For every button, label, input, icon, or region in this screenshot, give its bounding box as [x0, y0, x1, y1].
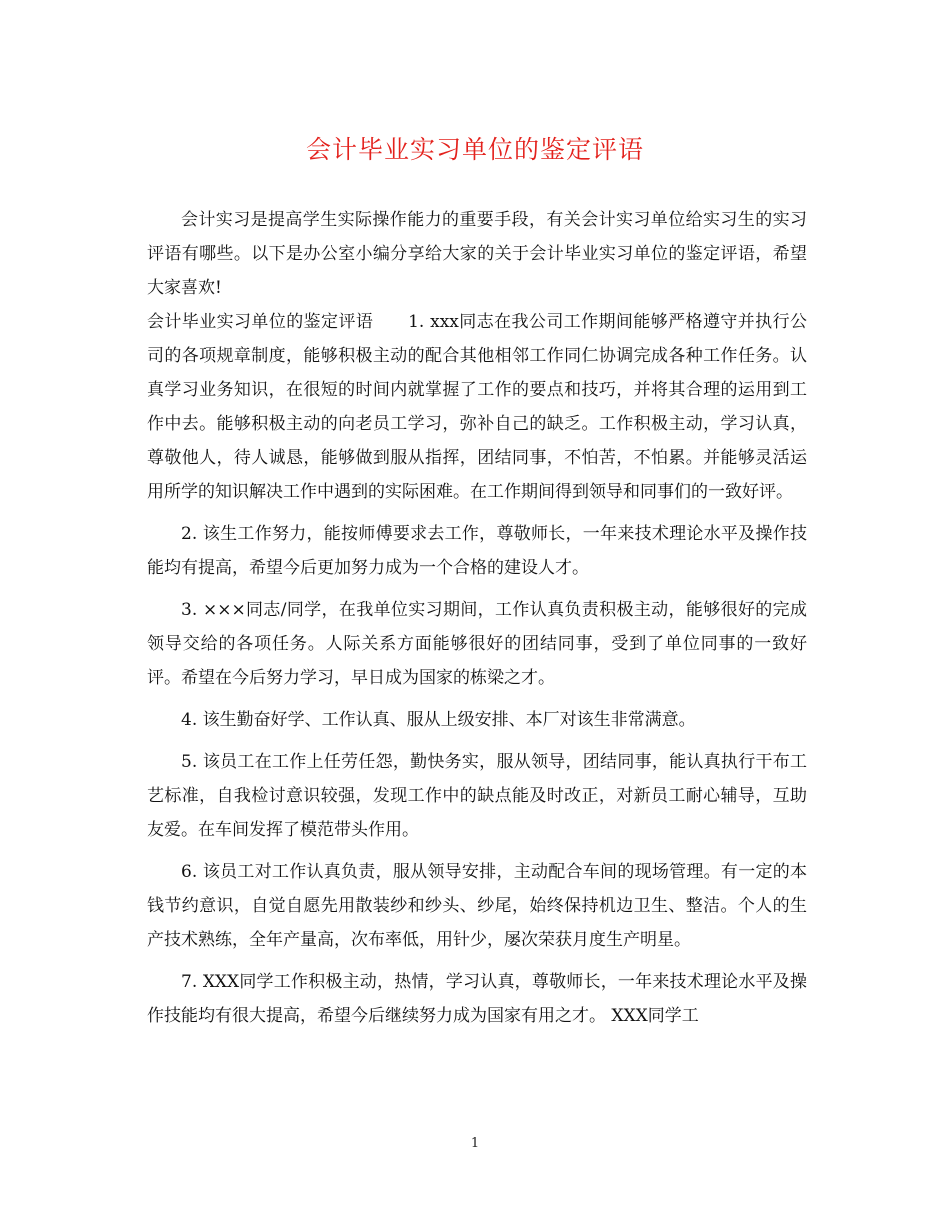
page-number: 1 [470, 1136, 480, 1151]
evaluation-item-4: 4. 该生勤奋好学、工作认真、服从上级安排、本厂对该生非常满意。 [181, 710, 696, 730]
evaluation-item-6: 6. 该员工对工作认真负责，服从领导安排，主动配合车间的现场管理。有一定的本钱节约意识，自觉自愿先用散装纱和纱头、纱尾，始终保持机边卫生、整洁。个人的生产技术熟练，全年产量高，次布率低，用针少，屡次荣获月度生产明星。 [147, 862, 807, 950]
evaluation-item-5: 5. 该员工在工作上任劳任怨，勤快务实，服从领导，团结同事，能认真执行干布工艺标准，自我检讨意识较强，发现工作中的缺点能及时改正，对新员工耐心辅导，互助友爱。在车间发挥了模范带头作用。 [147, 752, 807, 840]
evaluation-item-1: 会计毕业实习单位的鉴定评语 1. xxx同志在我公司工作期间能够严格遵守并执行公司的各项规章制度，能够积极主动的配合其他相邻工作同仁协调完成各种工作任务。认真学习业务知识，在很短的时间内就掌握了工作的要点和技巧，并将其合理的运用到工作中去。能够积极主动的向老员工学习，弥补自己的缺乏。工作积极主动，学习认真，尊敬他人，待人诚恳，能够做到服从指挥，团结同事，不怕苦，不怕累。并能够灵活运用所学的知识解决工作中遇到的实际困难。在工作期间得到领导和同事们的一致好评。 [147, 312, 807, 502]
evaluation-item-2: 2. 该生工作努力，能按师傅要求去工作，尊敬师长，一年来技术理论水平及操作技能均有提高，希望今后更加努力成为一个合格的建设人才。 [147, 524, 807, 578]
intro-paragraph: 会计实习是提高学生实际操作能力的重要手段，有关会计实习单位给实习生的实习评语有哪些。以下是办公室小编分享给大家的关于会计毕业实习单位的鉴定评语，希望大家喜欢! [147, 210, 807, 298]
evaluation-item-7: 7. XXX同学工作积极主动，热情，学习认真，尊敬师长，一年来技术理论水平及操作技能均有很大提高，希望今后继续努力成为国家有用之才。 XXX同学工 [147, 972, 807, 1026]
evaluation-item-3: 3. ×××同志/同学，在我单位实习期间，工作认真负责积极主动，能够很好的完成领导交给的各项任务。人际关系方面能够很好的团结同事，受到了单位同事的一致好评。希望在今后努力学习，早日成为国家的栋梁之才。 [147, 600, 807, 688]
document-body [147, 203, 807, 1041]
document-title: 会计毕业实习单位的鉴定评语 [305, 135, 644, 164]
